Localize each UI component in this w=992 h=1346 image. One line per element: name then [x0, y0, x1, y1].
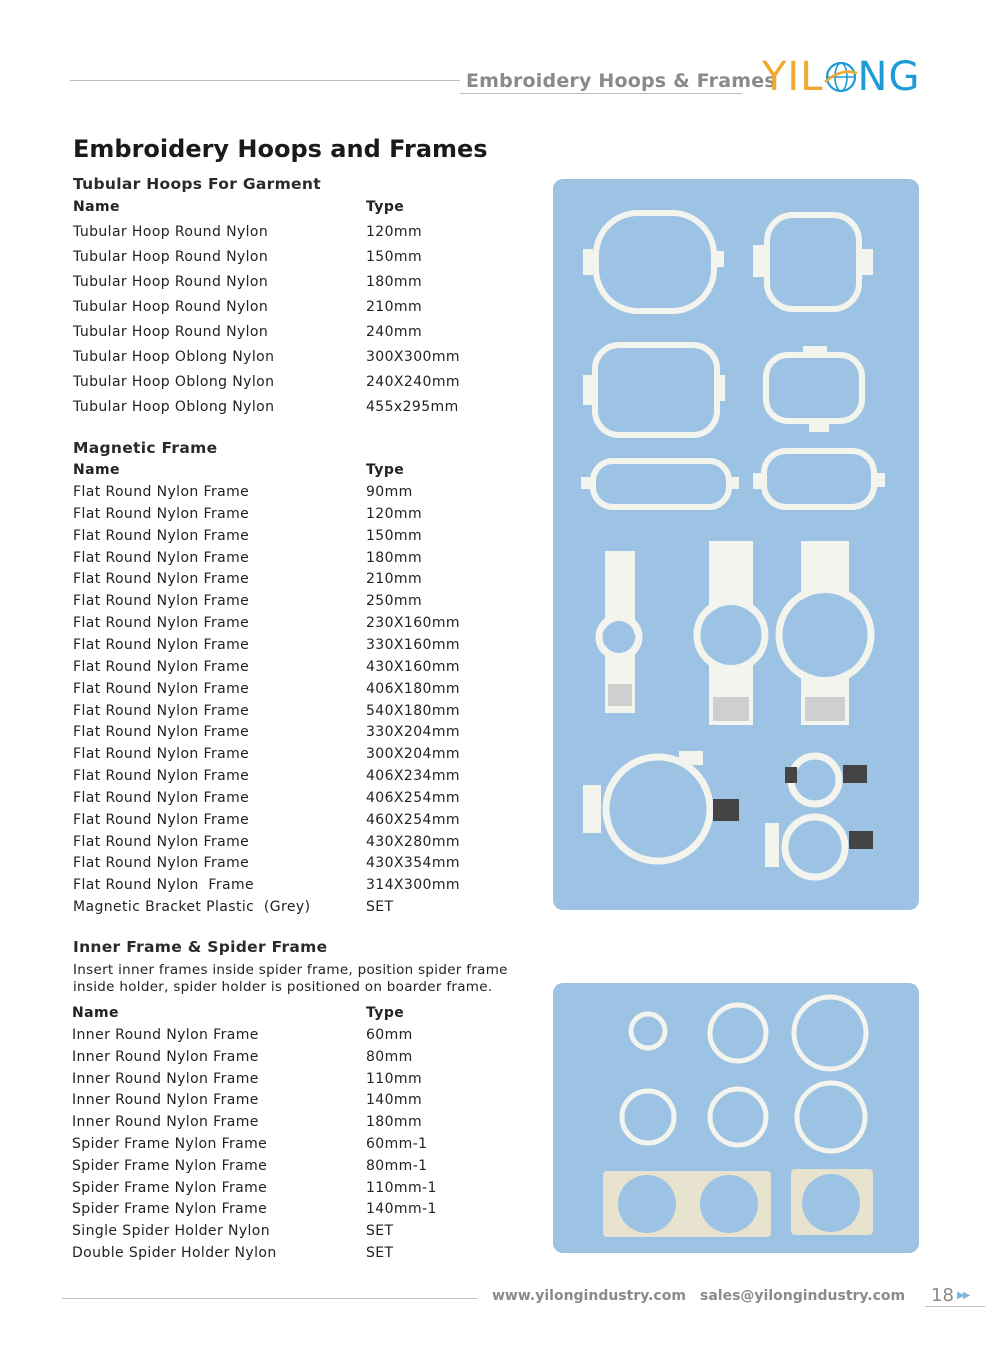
row-type: 60mm-1	[366, 1136, 428, 1152]
header-title: Embroidery Hoops & Frames	[466, 70, 776, 92]
hoops-photo	[553, 179, 919, 910]
row-name: Flat Round Nylon Frame	[73, 615, 250, 632]
row-type: 210mm	[366, 571, 422, 588]
row-name: Inner Round Nylon Frame	[72, 1070, 259, 1087]
row-name: Flat Round Nylon Frame	[73, 877, 255, 894]
row-type: 180mm	[366, 274, 422, 290]
row-name: Inner Round Nylon Frame	[72, 1114, 259, 1131]
row-name: Flat Round Nylon Frame	[73, 746, 250, 763]
row-type: 230X160mm	[366, 615, 460, 632]
hoop-image	[595, 345, 717, 435]
row-type: 300X300mm	[366, 349, 460, 365]
row-type: 250mm	[366, 593, 422, 610]
row-name: Inner Round Nylon Frame	[72, 1092, 259, 1109]
row-name: Flat Round Nylon Frame	[73, 702, 250, 719]
row-name: Flat Round Nylon Frame	[73, 549, 250, 566]
row-name: Flat Round Nylon Frame	[73, 789, 250, 806]
header-rule	[70, 80, 460, 81]
frame-image	[791, 756, 839, 804]
tubular-heading: Tubular Hoops For Garment	[73, 175, 321, 193]
row-type: 120mm	[366, 224, 422, 240]
row-type: 455x295mm	[366, 399, 459, 415]
page-number: 18	[931, 1285, 954, 1306]
row-name: Flat Round Nylon Frame	[73, 593, 250, 610]
row-name: Magnetic Bracket Plastic (Grey)	[73, 899, 311, 916]
inner-intro	[73, 962, 533, 996]
hoop-image	[767, 215, 859, 309]
row-type: 300X204mm	[366, 746, 460, 763]
col-type: Type	[366, 1005, 405, 1021]
row-name: Tubular Hoop Round Nylon	[73, 224, 269, 240]
hoop-image	[596, 213, 714, 311]
frame-image	[785, 817, 845, 877]
row-type: 60mm	[366, 1027, 413, 1043]
row-type: 430X354mm	[366, 855, 460, 872]
row-type: 460X254mm	[366, 811, 460, 828]
logo-text-right: NG	[857, 54, 921, 100]
row-type: 80mm-1	[366, 1157, 428, 1174]
hoop-image	[766, 355, 862, 421]
row-type: 240X240mm	[366, 374, 460, 390]
row-name: Tubular Hoop Oblong Nylon	[73, 399, 275, 415]
row-name: Flat Round Nylon Frame	[73, 527, 250, 544]
row-type: 80mm	[366, 1048, 413, 1065]
row-name: Tubular Hoop Round Nylon	[73, 324, 269, 340]
row-type: 210mm	[366, 299, 422, 315]
row-type: 90mm	[366, 484, 413, 500]
col-name: Name	[72, 1005, 119, 1021]
row-name: Inner Round Nylon Frame	[72, 1027, 259, 1043]
row-type: 110mm-1	[366, 1179, 437, 1196]
hoop-image	[764, 451, 874, 507]
row-name: Flat Round Nylon Frame	[73, 505, 250, 522]
row-type: 180mm	[366, 1114, 422, 1131]
row-type: 240mm	[366, 324, 422, 340]
frame-image	[797, 1083, 865, 1151]
row-type: 140mm	[366, 1092, 422, 1109]
globe-icon	[824, 58, 858, 92]
row-type: 406X254mm	[366, 789, 460, 806]
row-name: Flat Round Nylon Frame	[73, 724, 250, 741]
row-type: 110mm	[366, 1070, 422, 1087]
frame-image	[622, 1091, 674, 1143]
hoop-image	[593, 461, 729, 507]
row-name: Flat Round Nylon Frame	[73, 658, 250, 675]
row-type: 430X280mm	[366, 833, 460, 850]
page-title: Embroidery Hoops and Frames	[73, 135, 488, 163]
row-type: 540X180mm	[366, 702, 460, 719]
row-name: Spider Frame Nylon Frame	[72, 1157, 268, 1174]
row-type: 330X204mm	[366, 724, 460, 741]
frame-image	[710, 1089, 766, 1145]
row-name: Tubular Hoop Oblong Nylon	[73, 349, 275, 365]
row-type: 406X234mm	[366, 768, 460, 785]
frame-image	[606, 757, 710, 861]
row-type: 120mm	[366, 505, 422, 522]
row-name: Spider Frame Nylon Frame	[72, 1179, 268, 1196]
col-name: Name	[73, 462, 120, 478]
row-name: Flat Round Nylon Frame	[73, 636, 250, 653]
intro-line: Insert inner frames inside spider frame, position spider frame	[73, 962, 508, 978]
row-name: Spider Frame Nylon Frame	[72, 1201, 268, 1218]
next-arrows-icon: ▶▶	[957, 1290, 969, 1301]
row-name: Flat Round Nylon Frame	[73, 811, 250, 828]
inner-frames-photo	[553, 983, 919, 1253]
row-type: 150mm	[366, 527, 422, 544]
row-type: 314X300mm	[366, 877, 460, 894]
row-type: SET	[366, 1223, 394, 1240]
row-type: 180mm	[366, 549, 422, 566]
magnetic-heading: Magnetic Frame	[73, 439, 218, 457]
page-number-underline	[925, 1306, 985, 1307]
inner-heading: Inner Frame & Spider Frame	[73, 938, 328, 956]
intro-line: inside holder, spider holder is positioned on boarder frame.	[73, 979, 493, 995]
row-name: Single Spider Holder Nylon	[72, 1223, 271, 1240]
frame-image	[794, 997, 866, 1069]
row-name: Flat Round Nylon Frame	[73, 571, 250, 588]
row-name: Flat Round Nylon Frame	[73, 833, 250, 850]
row-name: Tubular Hoop Round Nylon	[73, 299, 269, 315]
row-type: 150mm	[366, 249, 422, 265]
footer-website[interactable]: www.yilongindustry.com	[492, 1288, 686, 1304]
row-name: Flat Round Nylon Frame	[73, 768, 250, 785]
footer-rule	[62, 1298, 477, 1299]
frame-image	[631, 1014, 665, 1048]
row-name: Tubular Hoop Round Nylon	[73, 274, 269, 290]
row-type: SET	[366, 899, 394, 916]
row-name: Flat Round Nylon Frame	[73, 680, 250, 697]
row-type: 140mm-1	[366, 1201, 437, 1218]
row-type: 330X160mm	[366, 636, 460, 653]
row-type: 430X160mm	[366, 658, 460, 675]
row-name: Double Spider Holder Nylon	[72, 1245, 277, 1261]
row-name: Tubular Hoop Oblong Nylon	[73, 374, 275, 390]
footer-email[interactable]: sales@yilongindustry.com	[700, 1288, 906, 1304]
header-underline	[460, 93, 742, 94]
row-name: Tubular Hoop Round Nylon	[73, 249, 269, 265]
logo-text-left: YIL	[762, 54, 824, 100]
row-name: Spider Frame Nylon Frame	[72, 1136, 268, 1152]
row-name: Flat Round Nylon Frame	[73, 484, 250, 500]
row-name: Inner Round Nylon Frame	[72, 1048, 259, 1065]
row-name: Flat Round Nylon Frame	[73, 855, 250, 872]
col-type: Type	[366, 462, 405, 478]
col-name: Name	[73, 199, 120, 215]
col-type: Type	[366, 199, 405, 215]
frame-image	[710, 1005, 766, 1061]
row-type: 406X180mm	[366, 680, 460, 697]
row-type: SET	[366, 1245, 394, 1261]
brand-logo	[762, 54, 920, 100]
